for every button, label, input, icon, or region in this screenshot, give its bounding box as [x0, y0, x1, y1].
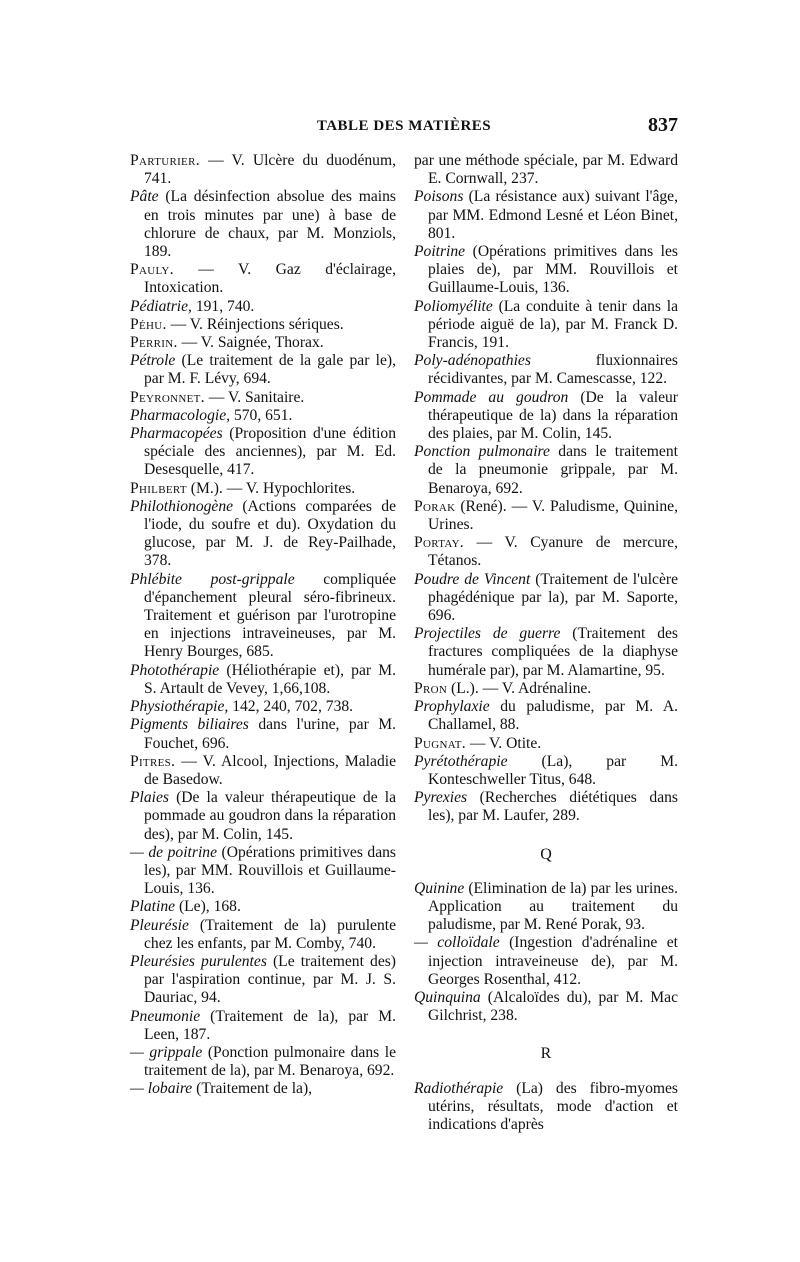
entry-heading: Radiothérapie — [414, 1079, 504, 1097]
index-entry — [414, 188, 678, 243]
index-entry — [414, 498, 678, 534]
entry-text: (La) des fibro-myomes utérins, résultats, mode d'action et indications d'après — [428, 1079, 678, 1133]
entry-text: (Recherches diététiques dans les), par M. Laufer, 289. — [428, 789, 678, 825]
entry-heading: Photothérapie — [130, 661, 220, 679]
entry-text: dans l'urine, par M. Fouchet, 696. — [144, 716, 396, 752]
entry-heading: — de poitrine — [130, 843, 217, 861]
entry-text: (Actions comparées de l'iode, du soufre et du). Oxydation du glucose, par M. J. de Rey-Pailhade, 378. — [144, 497, 396, 570]
entry-heading: Phlébite post-grippale — [130, 570, 295, 588]
entry-heading: Pitres. — [130, 752, 176, 770]
entry-heading: Quinquina — [414, 988, 481, 1006]
entry-text: (Ponction pulmonaire dans le traitement de la), par M. Benaroya, 692. — [144, 1043, 396, 1080]
index-entry — [130, 498, 396, 571]
entry-text: (Opérations primitives dans les plaies de), par MM. Rouvillois et Guillaume-Louis, 136. — [428, 243, 678, 297]
index-entry — [130, 1008, 396, 1044]
entry-text: — V. Réinjections sériques. — [166, 315, 344, 333]
entry-heading: Ponction pulmonaire — [414, 443, 550, 461]
entry-text: (Traitement de l'ulcère phagédénique par la), par M. Saporte, 696. — [428, 570, 678, 625]
entry-heading: — colloïdale — [414, 934, 500, 952]
entry-heading: Pigments biliaires — [130, 716, 249, 734]
entry-text: — V. Otite. — [465, 734, 542, 752]
index-entry — [130, 953, 396, 1008]
index-entry — [414, 443, 678, 498]
index-entry — [130, 261, 396, 297]
index-entry — [130, 844, 396, 899]
index-entry — [130, 480, 396, 498]
index-entry — [414, 753, 678, 789]
entry-heading: Pâte — [130, 188, 159, 206]
index-entry — [414, 735, 678, 753]
entry-heading: Pommade au goudron — [414, 388, 569, 406]
entries-p — [414, 152, 678, 826]
entries-q — [414, 880, 678, 1026]
entry-heading: Portay. — [414, 534, 465, 552]
entry-text: — V. Cyanure de mercure, Tétanos. — [428, 534, 678, 570]
entry-heading: Poly-adénopathies — [414, 352, 531, 370]
entry-heading: Philothionogène — [130, 497, 234, 515]
entry-text: compliquée d'épanchement pleural séro-fibrineux. Traitement et guérison par l'urotropine en injections intraveineuses, par M. Henry Bourges, 685. — [144, 570, 396, 661]
entry-heading: Pneumonie — [130, 1007, 201, 1025]
entry-text: (La), par M. Konteschweller Titus, 648. — [428, 752, 678, 788]
entry-heading: Porak — [414, 497, 456, 515]
entry-text: (Héliothérapie et), par M. S. Artault de Vevey, 1,66,108. — [144, 661, 396, 697]
entry-text: (Proposition d'une édition spéciale des anciennes), par M. Ed. Desesquelle, 417. — [144, 425, 396, 479]
entry-text: (Le), 168. — [175, 898, 241, 916]
entry-text: 142, 240, 702, 738. — [228, 698, 354, 716]
index-entry — [130, 188, 396, 261]
index-entry — [414, 934, 678, 989]
entry-heading: Pétrole — [130, 352, 176, 370]
entry-text: (La résistance aux) suivant l'âge, par MM. Edmond Lesné et Léon Binet, 801. — [428, 188, 678, 242]
entry-text: — V. Ulcère du duodénum, 741. — [144, 152, 396, 188]
entry-heading: Pleurésie — [130, 916, 189, 934]
entry-text: (Traitement de la) purulente chez les enfants, par M. Comby, 740. — [144, 916, 396, 952]
entry-heading: Plaies — [130, 789, 169, 807]
entry-text: (De la valeur thérapeutique de la pommade au goudron dans la réparation des), par M. Colin, 145. — [144, 789, 396, 843]
entry-text: fluxionnaires récidivantes, par M. Camescasse, 122. — [428, 352, 678, 388]
entry-heading: Parturier. — [130, 152, 200, 169]
index-entry — [130, 389, 396, 407]
index-entry — [130, 571, 396, 662]
entry-heading: Perrin. — [130, 334, 178, 352]
section-heading-r: R — [540, 1045, 552, 1063]
entry-text: (Ingestion d'adrénaline et injection intraveineuse de), par M. Georges Rosenthal, 412. — [428, 934, 679, 988]
index-entry — [130, 1080, 396, 1098]
index-entry — [414, 789, 678, 825]
entry-text: (Traitement de la), — [192, 1080, 313, 1098]
entry-text: (René). — V. Paludisme, Quinine, Urines. — [428, 497, 678, 534]
entry-heading: Poitrine — [414, 243, 466, 261]
entry-heading: Projectiles de guerre — [414, 625, 561, 643]
entry-heading: Pharmacopées — [130, 425, 223, 443]
index-entry — [414, 352, 678, 388]
page-header — [130, 116, 678, 144]
entry-text: par une méthode spéciale, par M. Edward E. Cornwall, 237. — [414, 152, 678, 188]
entry-heading: Pyrétothérapie — [414, 752, 508, 770]
entry-heading: Pédiatrie, — [130, 297, 192, 315]
index-entry — [130, 1044, 396, 1080]
entry-heading: Philbert — [130, 479, 187, 497]
entry-heading: — lobaire — [130, 1080, 193, 1098]
index-entry — [414, 1080, 678, 1135]
entry-heading: Quinine — [414, 879, 465, 897]
index-entry — [414, 571, 678, 626]
entry-heading: Prophylaxie — [414, 698, 490, 716]
entry-heading: Physiothérapie, — [130, 698, 229, 716]
entry-text: (La désinfection absolue des mains en trois minutes par une) à base de chlorure de chaux, par M. Monziols, 189. — [144, 188, 396, 261]
index-entry — [414, 298, 678, 353]
index-entry — [130, 662, 396, 698]
entry-heading: Peyronnet. — [130, 388, 205, 406]
index-entry — [130, 898, 396, 916]
index-entry — [414, 389, 678, 444]
entry-text: — V. Sanitaire. — [204, 388, 305, 406]
entry-text: — V. Alcool, Injections, Maladie de Basedow. — [144, 752, 396, 788]
entry-heading: Pyrexies — [414, 789, 468, 807]
index-entry — [414, 625, 678, 680]
left-column — [130, 152, 396, 1099]
entry-text: (Le traitement de la gale par le), par M. F. Lévy, 694. — [144, 352, 396, 388]
index-entry — [130, 298, 396, 316]
section-heading-q: Q — [540, 845, 552, 863]
index-entry — [130, 753, 396, 789]
index-entry — [130, 352, 396, 388]
entry-text: (Elimination de la) par les urines. Application au traitement du paludisme, par M. René Porak, 93. — [428, 879, 678, 934]
entry-text: (M.). — V. Hypochlorites. — [186, 479, 356, 497]
entry-text: — V. Saignée, Thorax. — [177, 334, 324, 352]
index-entry — [414, 243, 678, 298]
entry-heading: Pugnat. — [414, 734, 466, 752]
index-entry — [414, 680, 678, 698]
entry-text: (La conduite à tenir dans la période aiguë de la), par M. Franck D. Francis, 191. — [428, 297, 678, 352]
entry-heading: Poudre de Vincent — [414, 570, 531, 588]
entry-text: (Traitement de la), par M. Leen, 187. — [144, 1007, 396, 1043]
entry-heading: Pleurésies purulentes — [130, 952, 267, 970]
index-entry — [130, 789, 396, 844]
entry-heading: — grippale — [130, 1043, 203, 1061]
entry-text: du paludisme, par M. A. Challamel, 88. — [428, 698, 678, 734]
entry-text: dans le traitement de la pneumonie grippale, par M. Benaroya, 692. — [428, 443, 678, 497]
index-entry — [414, 534, 678, 570]
entry-text: (Traitement des fractures compliquées de la diaphyse humérale par), par M. Alamartine, 95. — [428, 625, 678, 679]
entry-text: (Le traitement des) par l'aspiration continue, par M. J. S. Dauriac, 94. — [144, 952, 397, 1007]
entry-text: 191, 740. — [191, 297, 255, 315]
index-entry — [130, 334, 396, 352]
entries-r — [414, 1080, 678, 1135]
page-number: 837 — [648, 114, 678, 136]
right-column — [414, 152, 678, 1134]
page-title: TABLE DES MATIÈRES — [316, 118, 492, 134]
entry-heading: Poisons — [414, 188, 464, 206]
index-entry — [414, 698, 678, 734]
entry-text: (De la valeur thérapeutique de la) dans la réparation des plaies, par M. Colin, 145. — [428, 388, 678, 443]
entry-heading: Pauly. — [130, 261, 174, 279]
index-entry — [130, 407, 396, 425]
entry-text: (Alcaloïdes du), par M. Mac Gilchrist, 238. — [428, 988, 678, 1025]
entry-text: (L.). — V. Adrénaline. — [447, 679, 592, 697]
index-entry — [130, 425, 396, 480]
entry-heading: Poliomyélite — [414, 297, 493, 315]
index-entry — [414, 880, 678, 935]
entry-heading: Platine — [130, 898, 176, 916]
index-entry — [130, 716, 396, 752]
index-entry — [130, 698, 396, 716]
index-entry — [130, 917, 396, 953]
entry-text: (Opérations primitives dans les), par MM. Rouvillois et Guillaume-Louis, 136. — [144, 843, 396, 898]
index-entry — [130, 316, 396, 334]
entry-heading: Pron — [414, 679, 448, 697]
entry-text: — V. Gaz d'éclairage, Intoxication. — [144, 261, 396, 297]
index-entry — [130, 152, 396, 188]
entry-heading: Pharmacologie, — [130, 406, 231, 424]
index-entry — [414, 152, 678, 188]
entry-heading: Péhu. — [130, 315, 167, 333]
index-entry — [414, 989, 678, 1025]
entry-text: 570, 651. — [230, 406, 293, 424]
